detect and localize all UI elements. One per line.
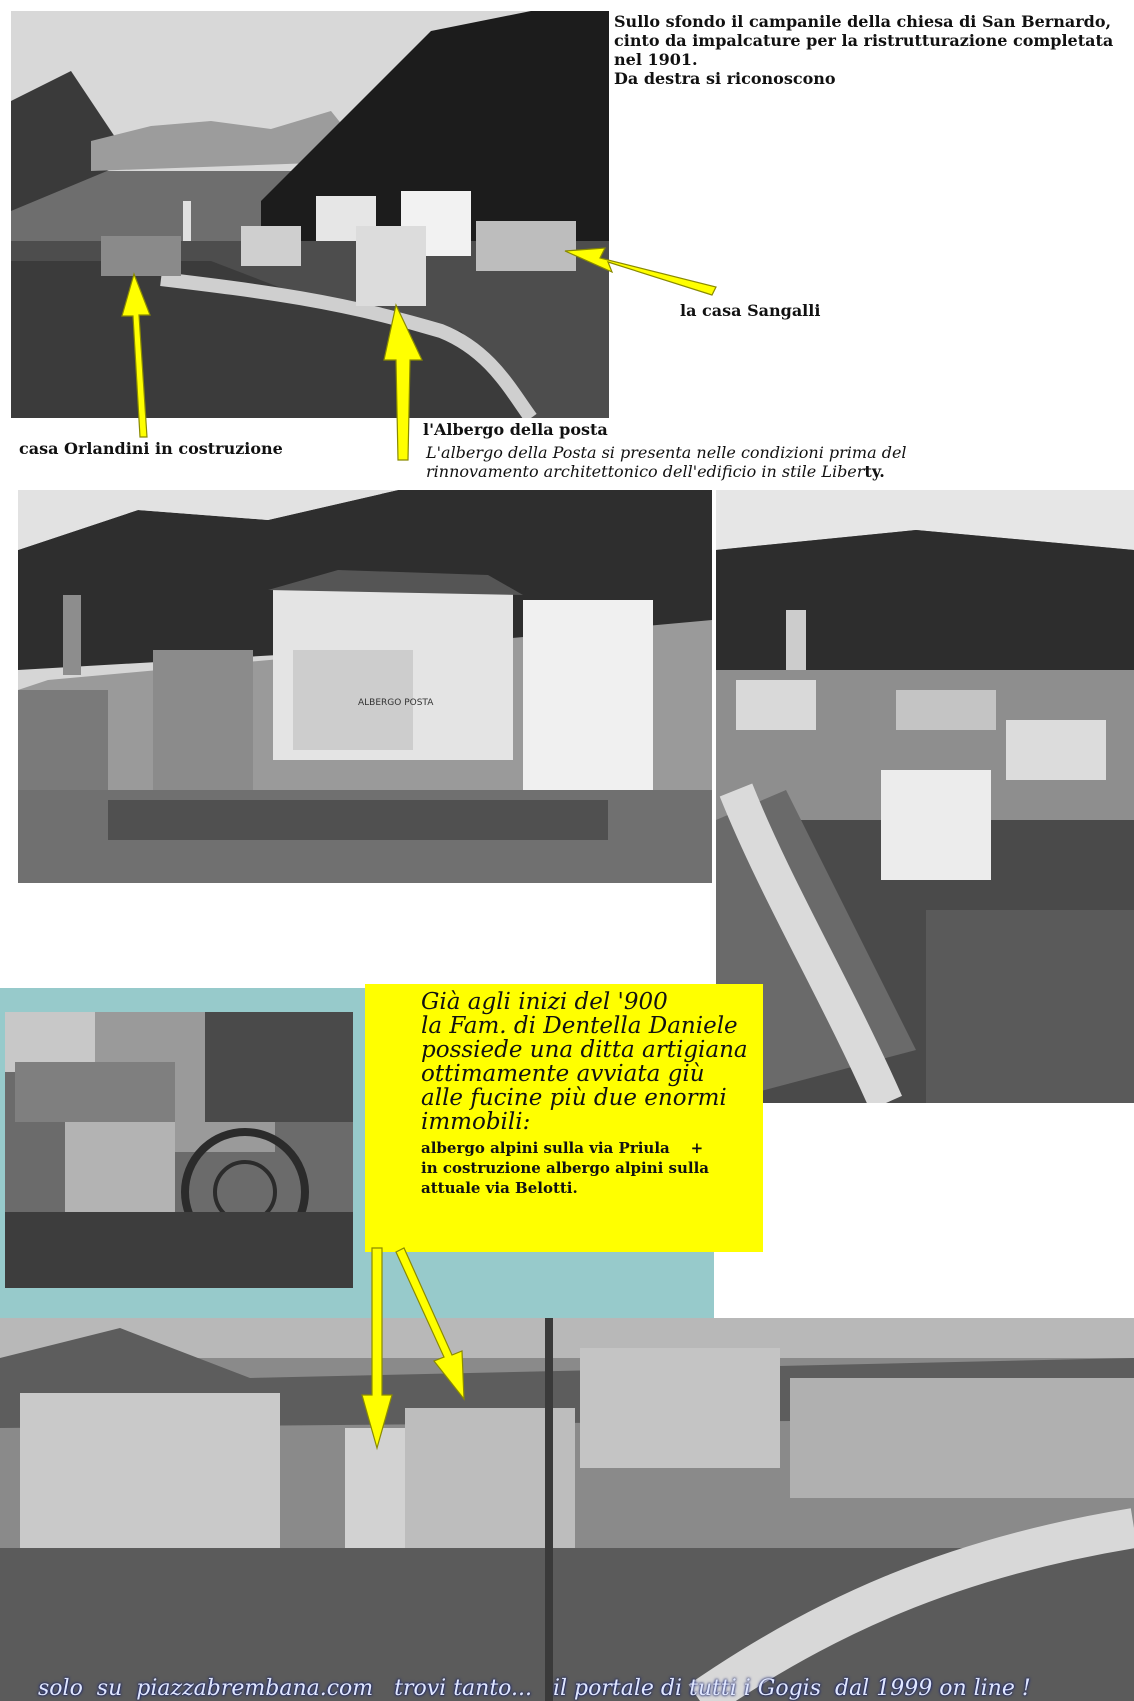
footer-banner: solo su piazzabrembana.com trovi tanto... il portale di tutti i Gogis dal 1999 on line ! <box>38 1676 1031 1701</box>
caption-albergo-desc-line2-text: rinnovamento architettonico dell'edificio in stile Liber <box>426 462 865 481</box>
photo-albergo-posta <box>18 490 712 883</box>
photo-valley-top <box>11 11 609 418</box>
photo-albergo-alpini <box>0 1318 1134 1701</box>
caption-albergo-title: l'Albergo della posta <box>423 420 608 439</box>
dentella-line: Già agli inizi del '900 <box>421 989 668 1015</box>
dentella-line: immobili: <box>421 1109 531 1135</box>
caption-campanile-line: Sullo sfondo il campanile della chiesa di San Bernardo, <box>614 12 1112 31</box>
caption-albergo-desc-line2-bold: ty. <box>864 462 885 481</box>
photo-village-right <box>716 490 1134 1103</box>
caption-campanile-line: nel 1901. <box>614 50 698 69</box>
caption-albergo-desc-line2 <box>426 462 1134 481</box>
dentella-line: alle fucine più due enormi <box>421 1085 727 1111</box>
caption-casa-sangalli: la casa Sangalli <box>680 301 821 320</box>
caption-albergo-desc <box>426 443 1134 481</box>
caption-casa-orlandini: casa Orlandini in costruzione <box>19 439 283 458</box>
caption-campanile-line: Da destra si riconoscono <box>614 69 836 88</box>
caption-albergo-desc-line1: L'albergo della Posta si presenta nelle condizioni prima del <box>426 443 907 462</box>
photo-forge-mill <box>5 1012 353 1288</box>
dentella-bold-text: albergo alpini sulla via Priula + in costruzione albergo alpini sulla attuale via Belotti. <box>421 1139 710 1197</box>
dentella-info-box <box>365 984 763 1252</box>
dentella-line: la Fam. di Dentella Daniele <box>421 1013 738 1039</box>
dentella-line: possiede una ditta artigiana <box>421 1037 748 1063</box>
caption-campanile-line: cinto da impalcature per la ristrutturazione completata <box>614 31 1114 50</box>
hotel-sign: ALBERGO POSTA <box>358 698 434 708</box>
dentella-line: ottimamente avviata giù <box>421 1061 705 1087</box>
caption-campanile <box>614 12 1134 88</box>
